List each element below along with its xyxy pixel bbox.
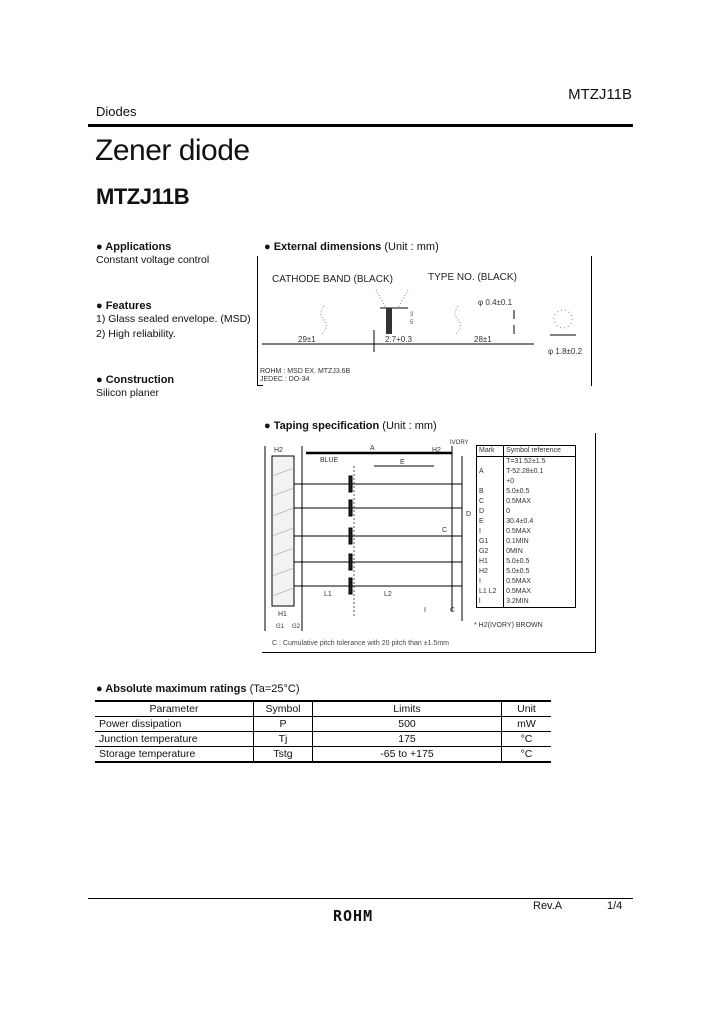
svg-text:3: 3 <box>410 312 414 318</box>
svg-text:L2: L2 <box>384 591 392 598</box>
taping-note-right: * H2(IVORY) BROWN <box>474 622 543 629</box>
parameter-cell: Storage temperature <box>95 747 254 763</box>
svg-text:G1: G1 <box>276 624 285 630</box>
table-row: G2 0MIN <box>477 547 576 557</box>
taping-footnote: C : Cumulative pitch tolerance with 20 pitch than ±1.5mm <box>272 640 449 647</box>
svg-text:H1: H1 <box>278 611 287 618</box>
svg-text:5: 5 <box>410 320 414 326</box>
feature-item: 1) Glass sealed envelope. (MSD) <box>96 313 251 325</box>
svg-text:C: C <box>450 607 456 614</box>
svg-text:E: E <box>400 459 405 466</box>
features-section <box>96 300 256 342</box>
body-length: 2.7+0.3 <box>385 335 412 344</box>
header-part-number: MTZJ11B <box>568 86 632 103</box>
table-row: L1 L2 0.5MAX <box>477 587 576 597</box>
lead-diameter-label: φ 0.4±0.1 <box>478 298 513 307</box>
column-header: Parameter <box>95 701 254 717</box>
table-row <box>95 717 551 732</box>
svg-text:D: D <box>466 511 472 518</box>
right-lead-length: 28±1 <box>474 335 492 344</box>
ratings-table <box>95 700 551 763</box>
symbol-cell: Tstg <box>254 747 313 763</box>
taping-drawing <box>262 436 474 636</box>
header-divider <box>88 124 633 127</box>
dimension-drawing <box>258 262 591 382</box>
table-row: D 0 <box>477 507 576 517</box>
symbol-cell: P <box>254 717 313 732</box>
unit-cell: °C <box>502 747 552 763</box>
parameter-cell: Power dissipation <box>95 717 254 732</box>
column-header: Symbol <box>254 701 313 717</box>
table-row <box>95 747 551 763</box>
table-row <box>95 732 551 747</box>
jedec-note: JEDEC : DO-34 <box>260 376 310 383</box>
taping-frame-right <box>595 433 596 653</box>
section-heading: ● Applications <box>96 241 172 253</box>
dimension-notes <box>260 368 350 384</box>
construction-text: Silicon planer <box>96 387 160 399</box>
table-row: A T-52.28±0.1 <box>477 467 576 477</box>
taping-table-header <box>477 446 576 457</box>
svg-text:A: A <box>370 445 375 452</box>
external-dimensions-heading: ● External dimensions (Unit : mm) <box>264 241 439 253</box>
limits-cell: 175 <box>313 732 502 747</box>
svg-text:IVORY: IVORY <box>450 440 469 446</box>
section-heading: ● Construction <box>96 374 175 386</box>
svg-text:BLUE: BLUE <box>320 457 339 464</box>
svg-text:G2: G2 <box>292 624 301 630</box>
parameter-cell: Junction temperature <box>95 732 254 747</box>
ratings-header-row <box>95 701 551 717</box>
svg-text:I: I <box>424 607 426 614</box>
symbol-cell: Tj <box>254 732 313 747</box>
feature-item: 2) High reliability. <box>96 328 176 340</box>
svg-text:H2: H2 <box>274 447 283 454</box>
cathode-band-label: CATHODE BAND (BLACK) <box>272 274 393 285</box>
rohm-note: ROHM : MSD EX. MTZJ3.6B <box>260 368 351 375</box>
footer-divider <box>88 898 633 899</box>
table-row: H2 5.0±0.5 <box>477 567 576 577</box>
header-category: Diodes <box>96 104 137 119</box>
taping-frame-bottom <box>262 652 596 653</box>
table-row: I 0.5MAX <box>477 527 576 537</box>
dimensions-frame-right <box>591 256 592 386</box>
column-header: Unit <box>502 701 552 717</box>
limits-cell: 500 <box>313 717 502 732</box>
table-row: I 0.5MAX <box>477 577 576 587</box>
table-row: G1 0.1MIN <box>477 537 576 547</box>
table-row: l 3.2MIN <box>477 597 576 608</box>
limits-cell: -65 to +175 <box>313 747 502 763</box>
table-row: C 0.5MAX <box>477 497 576 507</box>
table-row: T=31.52±1.5 <box>477 457 576 468</box>
rohm-logo: ROHM <box>333 907 374 925</box>
page-title: Zener diode <box>95 134 250 167</box>
left-lead-length: 29±1 <box>298 335 316 344</box>
ratings-heading: ● Absolute maximum ratings (Ta=25°C) <box>96 683 300 695</box>
table-row: E 30.4±0.4 <box>477 517 576 527</box>
symbol-header: Symbol reference <box>506 447 561 454</box>
table-row: H1 5.0±0.5 <box>477 557 576 567</box>
construction-section <box>96 374 256 401</box>
column-header: Limits <box>313 701 502 717</box>
unit-cell: °C <box>502 732 552 747</box>
svg-text:L1: L1 <box>324 591 332 598</box>
taping-spec-heading: ● Taping specification (Unit : mm) <box>264 420 437 432</box>
svg-text:C: C <box>442 527 448 534</box>
dimensions-frame-bottom <box>257 385 263 386</box>
type-no-label: TYPE NO. (BLACK) <box>428 272 517 283</box>
applications-text: Constant voltage control <box>96 254 210 266</box>
applications-section <box>96 241 256 268</box>
part-heading: MTZJ11B <box>96 184 190 209</box>
mark-header: Mark <box>477 446 504 457</box>
page-number: 1/4 <box>607 900 623 912</box>
body-diameter-label: φ 1.8±0.2 <box>548 347 583 356</box>
table-row: +0 <box>477 477 576 487</box>
revision-label: Rev.A <box>533 900 563 912</box>
taping-table <box>476 445 576 608</box>
unit-cell: mW <box>502 717 552 732</box>
svg-text:H2: H2 <box>432 447 441 454</box>
table-row: B 5.0±0.5 <box>477 487 576 497</box>
section-heading: ● Features <box>96 300 152 312</box>
